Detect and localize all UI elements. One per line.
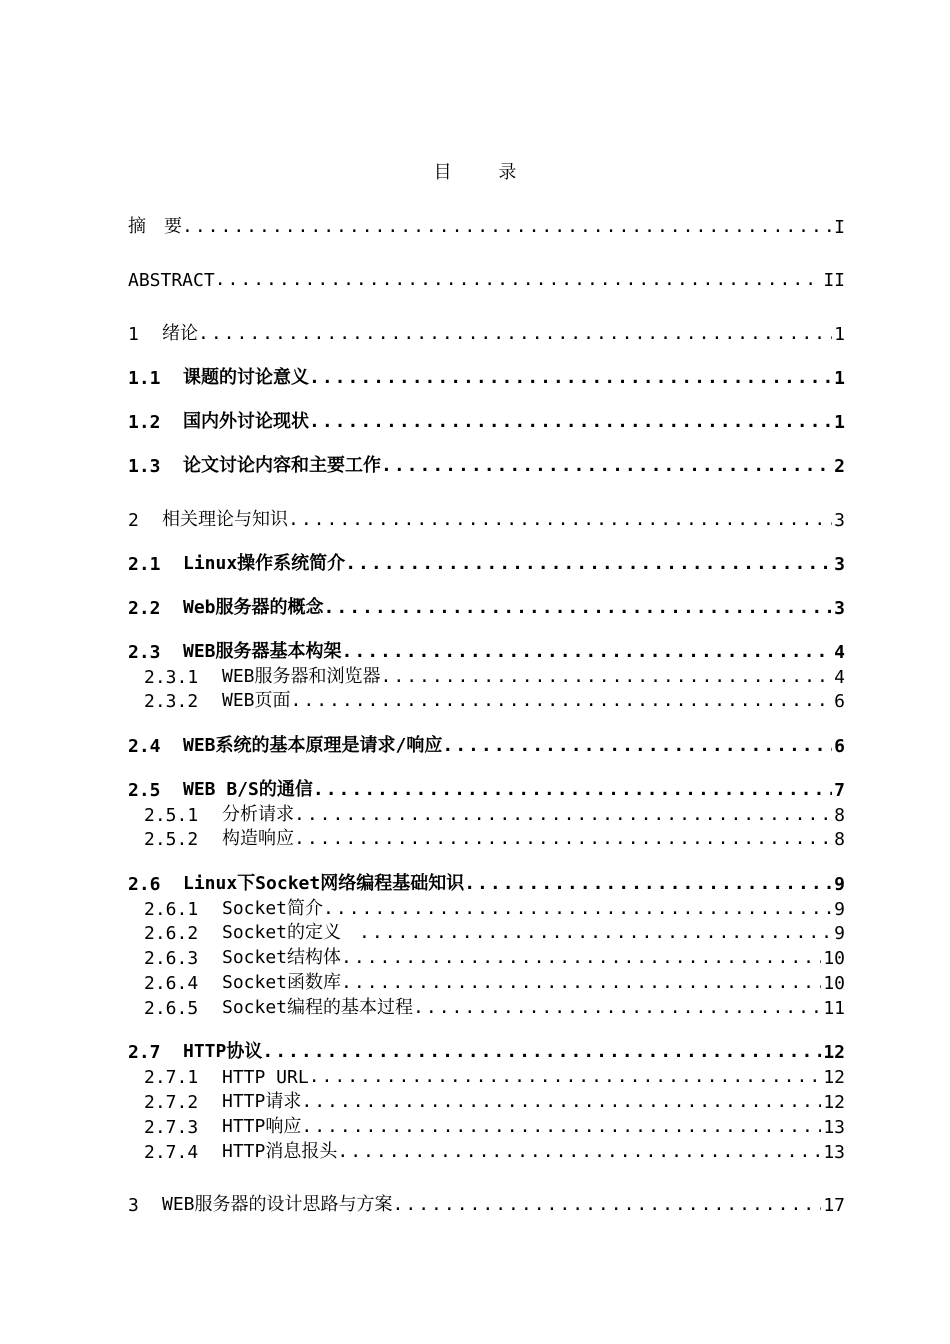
toc-leader-dots <box>182 216 832 237</box>
toc-entry-subsection-2-6-3[interactable] <box>144 943 845 969</box>
toc-entry-number: 2.2 <box>128 598 161 619</box>
toc-leader-dots <box>381 455 832 476</box>
toc-entry-subsection-2-6-4[interactable] <box>144 968 845 994</box>
toc-entry-subsection-2-6-2[interactable] <box>144 918 845 944</box>
toc-leader-dots <box>337 1141 821 1162</box>
toc-entry-page: 1 <box>834 412 845 433</box>
toc-entry-chapter-2[interactable] <box>128 505 845 531</box>
toc-entry-section-2-3[interactable] <box>128 637 845 663</box>
toc-leader-dots <box>342 641 833 662</box>
toc-entry-section-2-6[interactable] <box>128 869 845 895</box>
toc-entry-abstract-cn[interactable] <box>128 212 845 238</box>
toc-leader-dots <box>464 873 832 894</box>
toc-entry-page: 11 <box>823 998 845 1019</box>
toc-leader-dots <box>288 509 832 530</box>
toc-entry-number: 1.1 <box>128 368 161 389</box>
toc-entry-text: 摘 要 <box>128 216 182 237</box>
toc-entry-page: II <box>823 270 845 291</box>
toc-entry-number: 2.3.2 <box>144 691 199 712</box>
toc-entry-text: ABSTRACT <box>128 270 215 291</box>
toc-entry-number: 3 <box>128 1195 139 1216</box>
toc-entry-subsection-2-7-3[interactable] <box>144 1112 845 1138</box>
toc-entry-text: Socket结构体 <box>222 947 342 968</box>
toc-leader-dots <box>442 735 832 756</box>
toc-entry-number: 2.3 <box>128 642 161 663</box>
toc-entry-text: WEB系统的基本原理是请求/响应 <box>183 735 443 756</box>
toc-entry-text: Web服务器的概念 <box>183 597 324 618</box>
toc-leader-dots <box>215 269 822 290</box>
toc-entry-abstract-en[interactable] <box>128 265 845 291</box>
toc-entry-text: 课题的讨论意义 <box>183 367 309 388</box>
toc-entry-page: 1 <box>834 368 845 389</box>
toc-entry-text: 论文讨论内容和主要工作 <box>183 455 381 476</box>
toc-leader-dots <box>198 323 832 344</box>
toc-entry-page: 8 <box>834 829 845 850</box>
toc-entry-text: 相关理论与知识 <box>162 509 288 530</box>
toc-entry-number: 1.3 <box>128 456 161 477</box>
toc-entry-text: Socket的定义 <box>222 922 360 943</box>
toc-entry-page: 10 <box>823 973 845 994</box>
toc-entry-page: 7 <box>834 780 845 801</box>
toc-entry-subsection-2-3-1[interactable] <box>144 662 845 688</box>
toc-entry-subsection-2-7-4[interactable] <box>144 1137 845 1163</box>
toc-entry-section-1-1[interactable] <box>128 363 845 389</box>
toc-entry-text: WEB服务器和浏览器 <box>222 666 381 687</box>
toc-leader-dots <box>359 922 832 943</box>
toc-entry-text: WEB页面 <box>222 690 291 711</box>
toc-entry-text: WEB B/S的通信 <box>183 779 313 800</box>
toc-entry-chapter-3[interactable] <box>128 1190 845 1216</box>
toc-entry-number: 2.7.4 <box>144 1142 199 1163</box>
toc-entry-page: 12 <box>823 1092 845 1113</box>
toc-entry-section-2-7[interactable] <box>128 1037 845 1063</box>
toc-leader-dots <box>341 972 821 993</box>
toc-entry-text: WEB服务器基本构架 <box>183 641 342 662</box>
toc-leader-dots <box>301 1116 821 1137</box>
toc-leader-dots <box>413 997 821 1018</box>
toc-entry-subsection-2-7-2[interactable] <box>144 1087 845 1113</box>
toc-entry-text: Socket编程的基本过程 <box>222 997 414 1018</box>
toc-entry-text: Linux操作系统简介 <box>183 553 346 574</box>
toc-entry-page: 9 <box>834 899 845 920</box>
toc-entry-section-1-2[interactable] <box>128 407 845 433</box>
toc-entry-page: 17 <box>823 1195 845 1216</box>
toc-entry-page: 3 <box>834 510 845 531</box>
toc-entry-page: 2 <box>834 456 845 477</box>
toc-leader-dots <box>393 1194 822 1215</box>
toc-entry-text: Socket简介 <box>222 898 324 919</box>
toc-entry-page: 3 <box>834 554 845 575</box>
toc-entry-number: 1.2 <box>128 412 161 433</box>
toc-entry-text: 分析请求 <box>222 804 294 825</box>
toc-entry-page: 3 <box>834 598 845 619</box>
toc-entry-number: 2.6.1 <box>144 899 199 920</box>
toc-entry-section-2-1[interactable] <box>128 549 845 575</box>
toc-entry-number: 2.4 <box>128 736 161 757</box>
toc-leader-dots <box>324 597 833 618</box>
toc-entry-page: 4 <box>834 642 845 663</box>
toc-entry-text: 国内外讨论现状 <box>183 411 309 432</box>
toc-entry-text: Socket函数库 <box>222 972 342 993</box>
toc-entry-number: 2.7.1 <box>144 1067 199 1088</box>
toc-entry-page: 12 <box>823 1067 845 1088</box>
toc-entry-page: 13 <box>823 1117 845 1138</box>
toc-entry-page: 12 <box>823 1042 845 1063</box>
toc-entry-number: 2.5 <box>128 780 161 801</box>
toc-title: 目 录 <box>433 162 535 183</box>
toc-entry-text: 绪论 <box>162 323 198 344</box>
toc-entry-number: 2.6.3 <box>144 948 199 969</box>
toc-entry-page: 10 <box>823 948 845 969</box>
toc-entry-number: 2.6.5 <box>144 998 199 1019</box>
toc-entry-page: 13 <box>823 1142 845 1163</box>
toc-entry-text: WEB服务器的设计思路与方案 <box>162 1194 393 1215</box>
toc-leader-dots <box>381 666 833 687</box>
toc-leader-dots <box>313 779 832 800</box>
toc-leader-dots <box>309 411 832 432</box>
toc-entry-number: 2.7.3 <box>144 1117 199 1138</box>
toc-entry-section-2-4[interactable] <box>128 731 845 757</box>
toc-entry-chapter-1[interactable] <box>128 319 845 345</box>
toc-entry-number: 1 <box>128 324 139 345</box>
toc-entry-number: 2.5.2 <box>144 829 199 850</box>
toc-leader-dots <box>309 367 832 388</box>
toc-entry-page: 1 <box>834 324 845 345</box>
toc-leader-dots <box>323 898 832 919</box>
toc-entry-section-2-2[interactable] <box>128 593 845 619</box>
toc-entry-number: 2.6.4 <box>144 973 199 994</box>
toc-entry-text: HTTP消息报头 <box>222 1141 338 1162</box>
toc-leader-dots <box>294 804 832 825</box>
toc-entry-subsection-2-6-5[interactable] <box>144 993 845 1019</box>
toc-entry-number: 2.3.1 <box>144 667 199 688</box>
toc-entry-section-1-3[interactable] <box>128 451 845 477</box>
toc-entry-text: HTTP URL <box>222 1067 309 1088</box>
toc-entry-page: 9 <box>834 874 845 895</box>
toc-entry-number: 2.7 <box>128 1042 161 1063</box>
toc-entry-text: HTTP响应 <box>222 1116 302 1137</box>
toc-entry-page: I <box>834 217 845 238</box>
toc-entry-number: 2.6.2 <box>144 923 199 944</box>
toc-entry-subsection-2-5-1[interactable] <box>144 800 845 826</box>
toc-leader-dots <box>345 553 832 574</box>
toc-entry-page: 4 <box>834 667 845 688</box>
toc-entry-page: 6 <box>834 691 845 712</box>
toc-entry-subsection-2-3-2[interactable] <box>144 686 845 712</box>
toc-entry-subsection-2-6-1[interactable] <box>144 894 845 920</box>
toc-entry-number: 2 <box>128 510 139 531</box>
toc-entry-subsection-2-7-1[interactable] <box>144 1062 845 1088</box>
toc-entry-page: 9 <box>834 923 845 944</box>
toc-entry-number: 2.7.2 <box>144 1092 199 1113</box>
toc-entry-section-2-5[interactable] <box>128 775 845 801</box>
toc-entry-number: 2.5.1 <box>144 805 199 826</box>
toc-leader-dots <box>294 828 832 849</box>
toc-entry-text: HTTP请求 <box>222 1091 302 1112</box>
toc-leader-dots <box>341 947 821 968</box>
toc-leader-dots <box>291 690 833 711</box>
toc-entry-text: HTTP协议 <box>183 1041 263 1062</box>
toc-leader-dots <box>309 1066 822 1087</box>
toc-entry-subsection-2-5-2[interactable] <box>144 824 845 850</box>
toc-entry-text: 构造响应 <box>222 828 294 849</box>
toc-leader-dots <box>301 1091 821 1112</box>
toc-entry-page: 6 <box>834 736 845 757</box>
toc-entry-number: 2.1 <box>128 554 161 575</box>
toc-entry-page: 8 <box>834 805 845 826</box>
toc-entry-number: 2.6 <box>128 874 161 895</box>
toc-leader-dots <box>262 1041 821 1062</box>
toc-entry-text: Linux下Socket网络编程基础知识 <box>183 873 465 894</box>
